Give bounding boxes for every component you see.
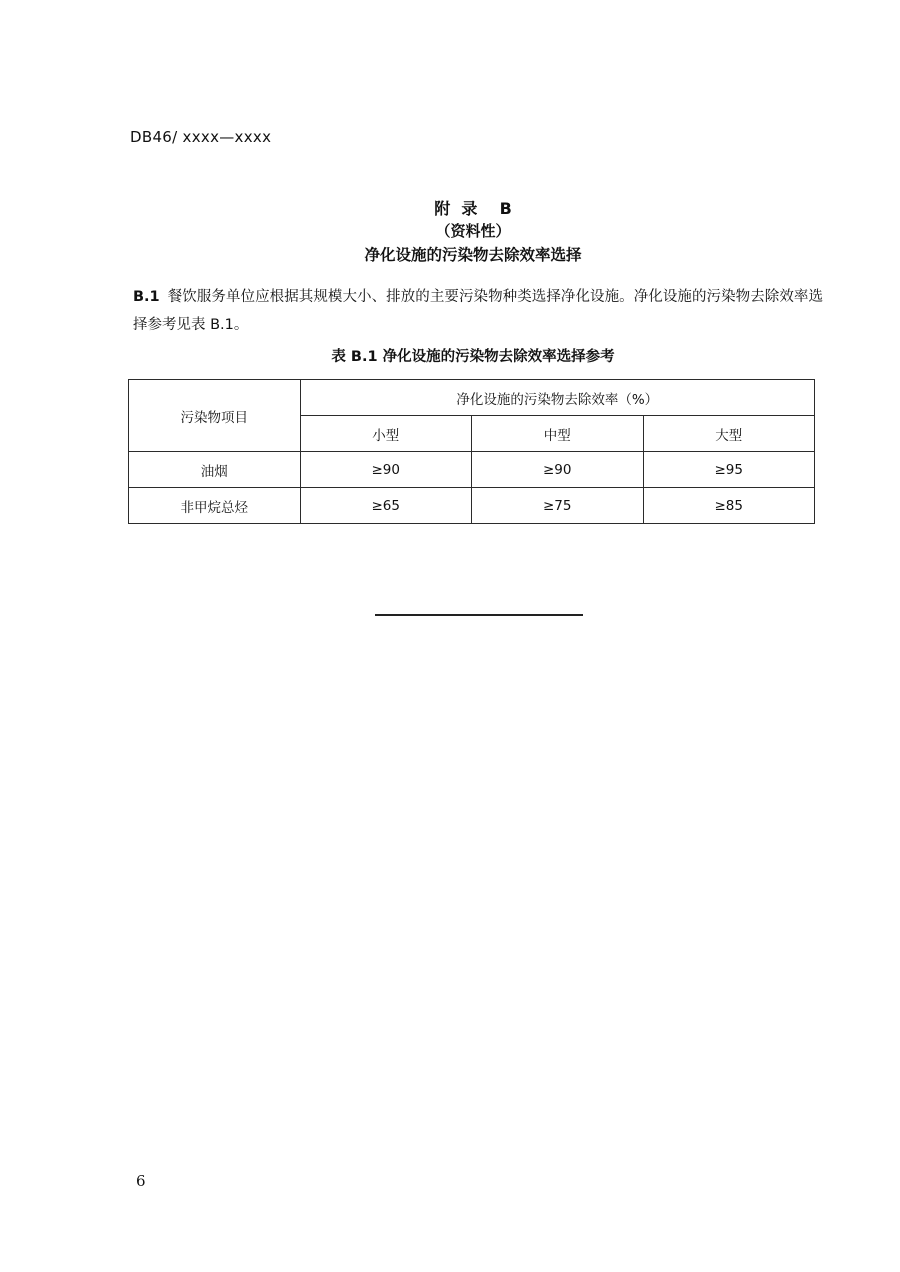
- document-end-rule: [375, 614, 583, 616]
- cell-value: ≥90: [472, 452, 644, 488]
- clause-label: B.1: [133, 289, 160, 305]
- table-header-row-1: [129, 380, 815, 416]
- row-label-nmhc: 非甲烷总烃: [129, 488, 301, 524]
- table-row: [129, 488, 815, 524]
- col-header-medium: 中型: [472, 416, 644, 452]
- page-number: 6: [136, 1172, 146, 1190]
- cell-value: ≥65: [300, 488, 472, 524]
- col-header-pollutant-item: 污染物项目: [129, 380, 301, 452]
- appendix-title-block: [130, 197, 816, 267]
- running-header: DB46/ xxxx—xxxx: [130, 128, 272, 146]
- cell-value: ≥75: [472, 488, 644, 524]
- table-row: [129, 452, 815, 488]
- clause-text: 餐饮服务单位应根据其规模大小、排放的主要污染物种类选择净化设施。净化设施的污染物去除效率选择参考见表 B.1。: [133, 289, 823, 333]
- appendix-subtitle-informative: （资料性）: [435, 222, 511, 240]
- appendix-heading: 净化设施的污染物去除效率选择: [364, 246, 582, 264]
- removal-efficiency-table: [128, 379, 815, 524]
- appendix-title: 附 录 B: [434, 199, 512, 218]
- col-header-small: 小型: [300, 416, 472, 452]
- cell-value: ≥90: [300, 452, 472, 488]
- cell-value: ≥95: [643, 452, 815, 488]
- clause-b1-paragraph: [133, 284, 823, 339]
- cell-value: ≥85: [643, 488, 815, 524]
- col-header-large: 大型: [643, 416, 815, 452]
- row-label-oil-fume: 油烟: [129, 452, 301, 488]
- col-header-group-efficiency: 净化设施的污染物去除效率（%）: [300, 380, 815, 416]
- table-caption: 表 B.1 净化设施的污染物去除效率选择参考: [331, 349, 615, 365]
